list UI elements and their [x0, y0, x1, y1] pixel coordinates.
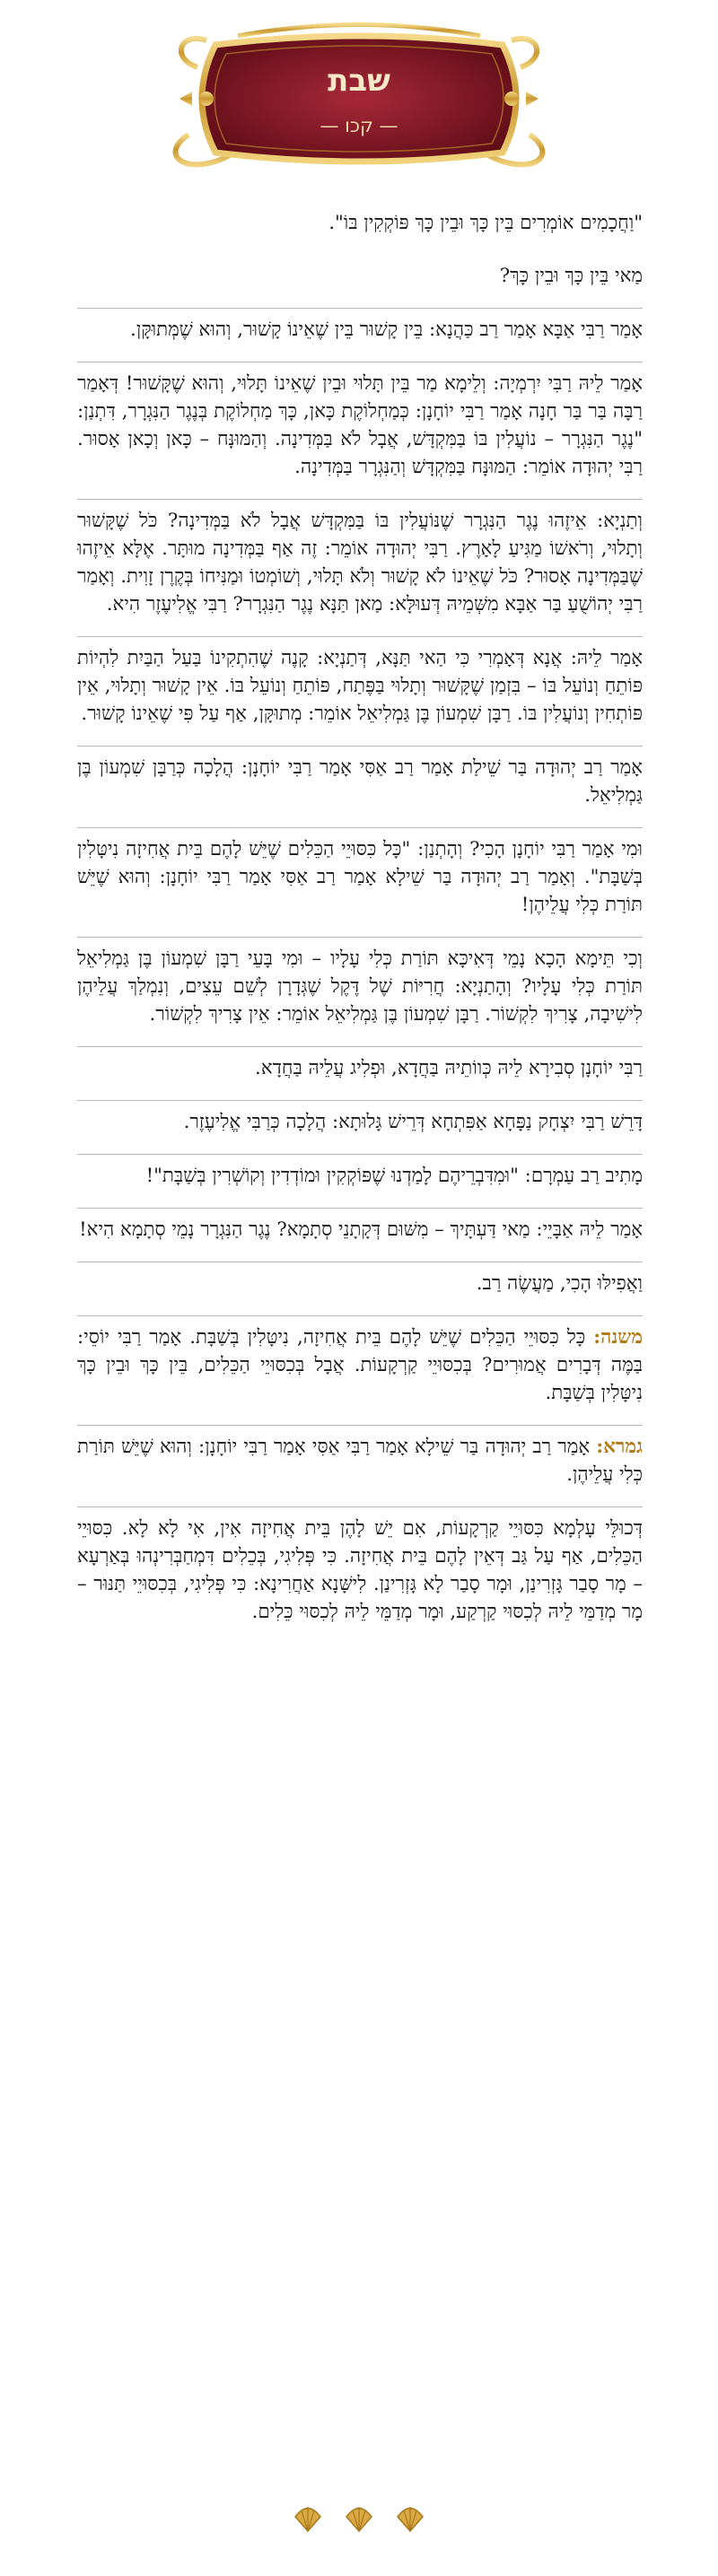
text-paragraph	[77, 937, 643, 1037]
paragraph-text: אָמַר רַבִּי אַבָּא אָמַר רַב כַּהֲנָא: בֵּין קָשׁוּר בֵּין שֶׁאֵינוֹ קָשׁוּר, וְהוּא שֶׁמְּתוּקָּן.	[130, 319, 643, 341]
text-paragraph	[77, 1046, 643, 1091]
shell-icon	[395, 2503, 425, 2537]
paragraph-text: אָמַר רַב יְהוּדָה בַּר שֵׁילָא אָמַר רַבִּי אַסִּי אָמַר רַבִּי יוֹחָנָן: וְהוּא שֶׁיֵּשׁ תּוֹרַת כְּלִי עֲלֵיהֶן.	[77, 1436, 643, 1486]
paragraph-text: וְכִי תֵּימָא הָכָא נָמֵי דְּאִיכָּא תּוֹרַת כְּלִי עָלָיו – וּמִי בָּעֵי רַבָּן שִׁמְעוֹן בֶּן גַּמְלִיאֵל תּוֹרַת כְּלִי עָלָיו? וְהָתַנְיָא: חֲרִיּוֹת שֶׁל דֶּקֶל שֶׁגְּדָרָן לְשֵׁם עֵצִים, וְנִמְלַךְ עֲלֵיהֶן לִישִׁיבָה, צָרִיךְ לִקְשׁוֹר. רַבָּן שִׁמְעוֹן בֶּן גַּמְלִיאֵל אוֹמֵר: אֵין צָרִיךְ לִקְשׁוֹר.	[77, 947, 643, 1026]
page-number: — קכו —	[320, 115, 398, 136]
text-paragraph	[77, 746, 643, 818]
paragraph-text: אָמַר לֵיהּ: אֲנָא דְּאָמְרִי כִּי הַאי תַּנָּא, דְּתַנְיָא: קָנֶה שֶׁהִתְקִינוֹ בַּעַל הַבַּיִת לִהְיוֹת פּוֹתֵחַ וְנוֹעֵל בּוֹ – בִּזְמַן שֶׁקָּשׁוּר וְתָלוּי בַּפֶּתַח, פּוֹתֵחַ וְנוֹעֵל בּוֹ. אֵין קָשׁוּר וְתָלוּי, אֵין פּוֹתְחִין וְנוֹעֲלִין בּוֹ. רַבָּן שִׁמְעוֹן בֶּן גַּמְלִיאֵל אוֹמֵר: מְתוּקָּן, אַף עַל פִּי שֶׁאֵינוֹ קָשׁוּר.	[77, 647, 643, 725]
text-paragraph	[77, 1262, 643, 1306]
paragraph-text: רַבִּי יוֹחָנָן סְבִירָא לֵיהּ כְּווֹתֵיהּ בַּחֲדָא, וּפְלִיג עֲלֵיהּ בַּחֲדָא.	[255, 1057, 643, 1079]
paragraph-text: וּמִי אָמַר רַבִּי יוֹחָנָן הָכִי? וְהָתְנַן: "כָּל כִּסּוּיֵי הַכֵּלִים שֶׁיֵּשׁ לָהֶם בֵּית אֲחִיזָה נִיטָּלִין בְּשַׁבָּת". וְאָמַר רַב יְהוּדָה בַּר שֵׁילָא אָמַר רַב אַסִּי אָמַר רַבִּי יוֹחָנָן: וְהוּא שֶׁיֵּשׁ תּוֹרַת כְּלִי עֲלֵיהֶן!	[77, 838, 643, 916]
text-paragraph	[77, 1100, 643, 1145]
paragraph-text: מָתִיב רַב עַמְרָם: "וּמִדִּבְרֵיהֶם לָמַדְנוּ שֶׁפּוֹקְקִין וּמוֹדְדִין וְקוֹשְׁרִין בְּשַׁבָּת"!	[145, 1165, 643, 1187]
text-paragraph	[77, 1425, 643, 1498]
text-paragraph	[77, 255, 643, 299]
text-paragraph	[77, 636, 643, 737]
text-paragraph	[77, 202, 643, 246]
text-paragraph	[77, 1154, 643, 1199]
footer-ornament	[0, 2503, 718, 2537]
paragraph-text: אָמַר לֵיהּ רַבִּי יִרְמְיָה: וְלֵימָא מַר בֵּין תָּלוּי וּבֵין שֶׁאֵינוֹ תָּלוּי, וְהוּא שֶׁקָּשׁוּר! דְּאָמַר רַבָּה בַּר בַּר חָנָה אָמַר רַבִּי יוֹחָנָן: כְּמַחְלוֹקֶת כָּאן, כָּךְ מַחְלוֹקֶת בְּנֶגֶר הַנִּגְרָר, דִּתְנַן: "נֶגֶר הַנִּגְרָר – נוֹעֲלִין בּוֹ בַּמִּקְדָּשׁ, אֲבָל לֹא בַּמְּדִינָה. וְהַמּוּנָּח – כָּאן וְכָאן אָסוּר. רַבִּי יְהוּדָה אוֹמֵר: הַמּוּנָּח בַּמִּקְדָּשׁ וְהַנִּגְרָר בַּמְּדִינָה.	[77, 372, 643, 478]
paragraph-text: אָמַר רַב יְהוּדָה בַּר שֵׁילַת אָמַר רַב אַסִּי אָמַר רַבִּי יוֹחָנָן: הֲלָכָה כְּרַבָּן שִׁמְעוֹן בֶּן גַּמְלִיאֵל.	[77, 756, 643, 807]
section-label: גמרא:	[596, 1436, 643, 1458]
paragraph-text: דָּרֵשׁ רַבִּי יִצְחָק נַפָּחָא אַפִּתְחָא דְּרֵישׁ גָּלוּתָא: הֲלָכָה כְּרַבִּי אֱלִיעֶזֶר.	[183, 1111, 643, 1133]
paragraph-text: מַאי בֵּין כָּךְ וּבֵין כָּךְ?	[499, 265, 643, 287]
text-paragraph	[77, 827, 643, 928]
shell-icon	[293, 2503, 323, 2537]
paragraph-text: "וַחֲכָמִים אוֹמְרִים בֵּין כָּךְ וּבֵין כָּךְ פּוֹקְקִין בּוֹ".	[328, 212, 643, 234]
text-paragraph	[77, 308, 643, 353]
text-paragraph	[77, 1208, 643, 1253]
talmud-text	[77, 202, 643, 1644]
paragraph-text: וַאֲפִילּוּ הָכִי, מַעֲשֶׂה רַב.	[476, 1272, 643, 1295]
page-title: שבת	[328, 63, 390, 99]
section-label: משנה:	[593, 1326, 643, 1349]
shell-icon	[344, 2503, 374, 2537]
paragraph-text: כָּל כִּסּוּיֵי הַכֵּלִים שֶׁיֵּשׁ לָהֶם בֵּית אֲחִיזָה, נִיטָּלִין בְּשַׁבָּת. אָמַר רַבִּי יוֹסֵי: בַּמֶּה דְּבָרִים אֲמוּרִים? בְּכִסּוּיֵי קַרְקָעוֹת. אֲבָל בְּכִסּוּיֵי הַכֵּלִים, בֵּין כָּךְ וּבֵין כָּךְ נִיטָּלִין בְּשַׁבָּת.	[77, 1326, 643, 1404]
text-paragraph	[77, 1506, 643, 1635]
text-paragraph	[77, 1315, 643, 1416]
banner-header	[153, 18, 565, 175]
text-paragraph	[77, 362, 643, 490]
paragraph-text: אָמַר לֵיהּ אַבָּיֵי: מַאי דַּעְתָּיךְ – מִשּׁוּם דְּקָתָנֵי סְתָמָא? נֶגֶר הַנִּגְרָר נָמֵי סְתָמָא הִיא!	[79, 1218, 643, 1241]
paragraph-text: וְתַנְיָא: אֵיזֶהוּ נֶגֶר הַנִּגְרָר שֶׁנּוֹעֲלִין בּוֹ בַּמִּקְדָּשׁ אֲבָל לֹא בַּמְּדִינָה? כֹּל שֶׁקָּשׁוּר וְתָלוּי, וְרֹאשׁוֹ מַגִּיעַ לָאָרֶץ. רַבִּי יְהוּדָה אוֹמֵר: זֶה אַף בַּמְּדִינָה מוּתָּר. אֶלָּא אֵיזֶהוּ שֶׁבַּמְּדִינָה אָסוּר? כֹּל שֶׁאֵינוֹ לֹא קָשׁוּר וְלֹא תָּלוּי, וְשׁוֹמְטוֹ וּמַנִּיחוֹ בְּקֶרֶן זָוִית. וְאָמַר רַבִּי יְהוֹשֻׁעַ בַּר אַבָּא מִשְּׁמֵיהּ דְּעוּלָּא: מַאן תַּנָּא נֶגֶר הַנִּגְרָר? רַבִּי אֱלִיעֶזֶר הִיא.	[77, 510, 643, 616]
text-paragraph	[77, 499, 643, 627]
paragraph-text: דְּכוּלֵּי עָלְמָא כִּסּוּיֵי קַרְקָעוֹת, אִם יֵשׁ לָהֶן בֵּית אֲחִיזָה אִין, אִי לָא לָא. כִּסּוּיֵי הַכֵּלִים, אַף עַל גַּב דְּאֵין לָהֶם בֵּית אֲחִיזָה. כִּי פְּלִיגִי, בְּכֵלִים דִּמְחַבְּרִינְהוּ בְּאַרְעָא – מָר סָבַר גָּזְרִינַן, וּמָר סָבַר לָא גָּזְרִינַן. לִישָּׁנָא אַחֲרִינָא: כִּי פְּלִיגִי, בְּכִסּוּיֵי תַּנּוּר – מָר מְדַמֵּי לֵיהּ לְכִסּוּי קַרְקַע, וּמָר מְדַמֵּי לֵיהּ לְכִסּוּי כֵּלִים.	[77, 1517, 643, 1623]
